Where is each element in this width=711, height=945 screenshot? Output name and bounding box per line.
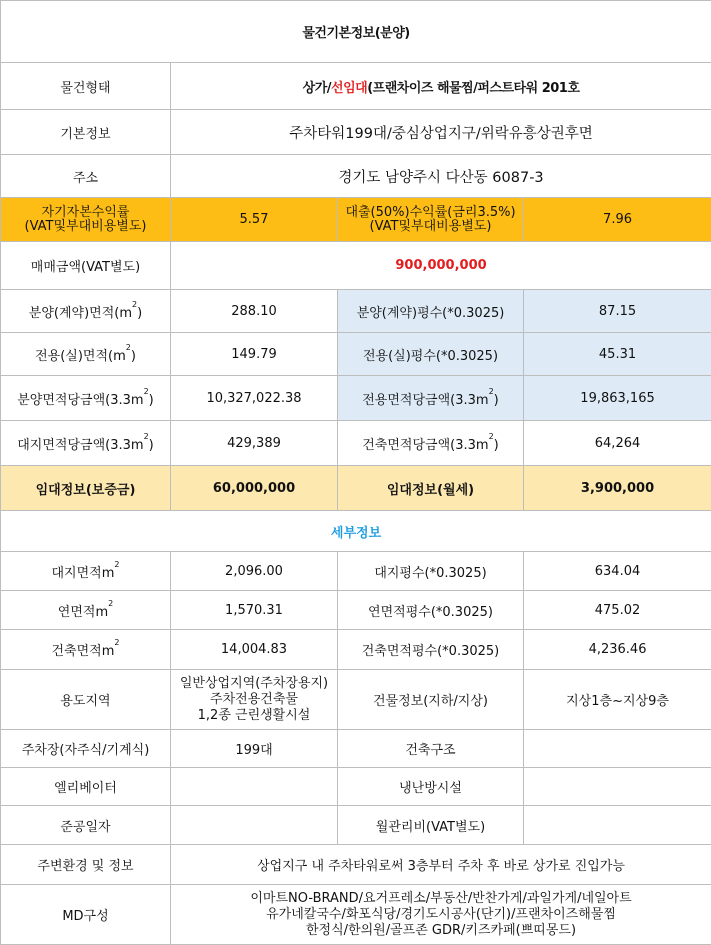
environment-value: 상업지구 내 주차타워로써 3층부터 주차 후 바로 상가로 진입가능 [171,845,711,885]
loan-yield-value: 7.96 [524,198,711,242]
lease-deposit-label: 임대정보(보증금) [1,466,171,511]
address-value: 경기도 남양주시 다산동 6087-3 [171,155,711,198]
management-fee-value [524,806,711,845]
hvac-value [524,768,711,806]
parking-value: 199대 [171,730,338,768]
exclusive-area-value: 149.79 [171,333,338,376]
environment-label: 주변환경 및 정보 [1,845,171,885]
building-info-label: 건물정보(지하/지상) [338,670,524,730]
completion-date-label: 준공일자 [1,806,171,845]
parking-label: 주차장(자주식/기계식) [1,730,171,768]
building-info-value: 지상1층~지상9층 [524,670,711,730]
price-per-land-area-value: 429,389 [171,421,338,466]
loan-yield-label: 대출(50%)수익률(금리3.5%) (VAT및부대비용별도) [338,198,524,242]
sheet-title: 물건기본정보(분양) [1,1,711,63]
management-fee-label: 월관리비(VAT별도) [338,806,524,845]
land-area-label: 대지면적$m^2$ [1,552,171,591]
price-per-contract-area-label: 분양면적당금액$(3.3m^2)$ [1,376,171,421]
price-label: 매매금액(VAT별도) [1,242,171,290]
lease-monthly-value: 3,900,000 [524,466,711,511]
basic-info-label: 기본정보 [1,110,171,155]
land-area-value: 2,096.00 [171,552,338,591]
type-label: 물건형태 [1,63,171,110]
building-pyeong-label: 건축면적평수(*0.3025) [338,630,524,670]
equity-yield-value: 5.57 [171,198,338,242]
structure-value [524,730,711,768]
land-pyeong-value: 634.04 [524,552,711,591]
elevator-label: 엘리베이터 [1,768,171,806]
exclusive-area-label: 전용(실)면적$(m^2)$ [1,333,171,376]
detail-section-title: 세부정보 [1,511,711,552]
building-area-label: 건축면적$m^2$ [1,630,171,670]
hvac-label: 냉난방시설 [338,768,524,806]
exclusive-pyeong-label: 전용(실)평수(*0.3025) [338,333,524,376]
contract-pyeong-value: 87.15 [524,290,711,333]
type-value: 상가/선임대(프랜차이즈 해물찜/퍼스트타워 201호 [171,63,711,110]
land-pyeong-label: 대지평수(*0.3025) [338,552,524,591]
zoning-value: 일반상업지역(주차장용지) 주차전용건축물 1,2종 근린생활시설 [171,670,338,730]
md-value: 이마트NO-BRAND/요거프레소/부동산/반찬가게/과일가게/네일아트 유가네칼국수/화포식당/경기도시공사(단기)/프랜차이즈해물찜 한정식/한의원/골프존 GDR/키즈카페(쁘띠몽드) [171,885,711,945]
lease-monthly-label: 임대정보(월세) [338,466,524,511]
price-per-exclusive-area-label: 전용면적당금액$(3.3m^2)$ [338,376,524,421]
contract-area-label: 분양(계약)면적$(m^2)$ [1,290,171,333]
exclusive-pyeong-value: 45.31 [524,333,711,376]
completion-date-value [171,806,338,845]
price-per-contract-area-value: 10,327,022.38 [171,376,338,421]
contract-pyeong-label: 분양(계약)평수(*0.3025) [338,290,524,333]
building-area-value: 14,004.83 [171,630,338,670]
floor-area-label: 연면적$m^2$ [1,591,171,630]
lease-deposit-value: 60,000,000 [171,466,338,511]
address-label: 주소 [1,155,171,198]
price-value: 900,000,000 [171,242,711,290]
basic-info-value: 주차타워199대/중심상업지구/위락유흥상권후면 [171,110,711,155]
price-per-building-area-label: 건축면적당금액$(3.3m^2)$ [338,421,524,466]
structure-label: 건축구조 [338,730,524,768]
building-pyeong-value: 4,236.46 [524,630,711,670]
floor-area-value: 1,570.31 [171,591,338,630]
contract-area-value: 288.10 [171,290,338,333]
price-per-land-area-label: 대지면적당금액$(3.3m^2)$ [1,421,171,466]
elevator-value [171,768,338,806]
equity-yield-label: 자기자본수익률 (VAT및부대비용별도) [1,198,171,242]
price-per-building-area-value: 64,264 [524,421,711,466]
price-per-exclusive-area-value: 19,863,165 [524,376,711,421]
floor-pyeong-value: 475.02 [524,591,711,630]
md-label: MD구성 [1,885,171,945]
zoning-label: 용도지역 [1,670,171,730]
floor-pyeong-label: 연면적평수(*0.3025) [338,591,524,630]
